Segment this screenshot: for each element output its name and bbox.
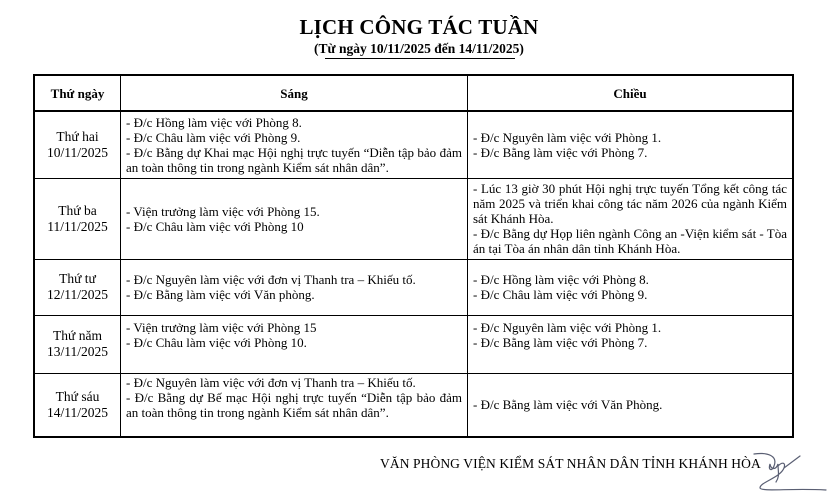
column-header-day: Thứ ngày [34, 75, 121, 111]
schedule-item: - Đ/c Bằng dự Họp liên ngành Công an -Viện kiểm sát - Tòa án tại Tòa án nhân dân tỉnh Khánh Hòa. [473, 226, 787, 256]
schedule-item: - Đ/c Bằng dự Bế mạc Hội nghị trực tuyến “Diễn tập bảo đảm an toàn thông tin trong ngành Kiểm sát nhân dân”. [126, 389, 462, 420]
schedule-item: - Đ/c Nguyên làm việc với đơn vị Thanh tra – Khiếu tố. [126, 272, 416, 287]
schedule-item: - Lúc 13 giờ 30 phút Hội nghị trực tuyến Tổng kết công tác năm 2025 và triển khai công tác năm 2026 của ngành Kiểm sát Khánh Hòa. [473, 181, 787, 226]
weekday: Thứ tư [59, 271, 96, 286]
schedule-item: - Viện trưởng làm việc với Phòng 15 [126, 319, 317, 335]
table-row [34, 373, 793, 437]
schedule-item: - Đ/c Nguyên làm việc với Phòng 1. [473, 129, 662, 145]
schedule-item: - Đ/c Châu làm việc với Phòng 10. [126, 334, 307, 350]
schedule-item: - Đ/c Hồng làm việc với Phòng 8. [126, 114, 302, 130]
day-cell [34, 315, 121, 373]
schedule-item: - Đ/c Châu làm việc với Phòng 10 [126, 218, 304, 234]
afternoon-cell [468, 259, 794, 315]
table-row [34, 178, 793, 259]
schedule-item: - Đ/c Bằng làm việc với Văn phòng. [126, 287, 315, 302]
afternoon-cell [468, 315, 794, 373]
weekly-schedule-table [33, 74, 794, 438]
day-cell [34, 373, 121, 437]
day-cell [34, 111, 121, 178]
table-header-row [34, 75, 793, 111]
schedule-item: - Đ/c Nguyên làm việc với Phòng 1. [473, 319, 662, 335]
column-header-morning: Sáng [121, 75, 468, 111]
page-title: LỊCH CÔNG TÁC TUẦN [299, 15, 539, 39]
schedule-item: - Đ/c Bằng làm việc với Văn Phòng. [473, 397, 663, 413]
issuing-office: VĂN PHÒNG VIỆN KIỂM SÁT NHÂN DÂN TỈNH KHÁNH HÒA [380, 456, 761, 471]
schedule-item: - Đ/c Châu làm việc với Phòng 9. [473, 287, 648, 302]
morning-cell [121, 373, 468, 437]
date: 13/11/2025 [46, 344, 108, 359]
schedule-item: - Đ/c Bằng dự Khai mạc Hội nghị trực tuyến “Diễn tập bảo đảm an toàn thông tin trong ngành Kiểm sát nhân dân”. [126, 144, 462, 175]
weekday: Thứ sáu [55, 388, 100, 404]
date-range-subtitle: (Từ ngày 10/11/2025 đến 14/11/2025) [314, 41, 524, 56]
date: 10/11/2025 [46, 144, 108, 160]
morning-cell [121, 178, 468, 259]
signature-icon [740, 448, 830, 494]
afternoon-cell [468, 178, 794, 259]
morning-cell [121, 111, 468, 178]
table-row [34, 259, 793, 315]
schedule-item: - Đ/c Hồng làm việc với Phòng 8. [473, 272, 649, 287]
day-cell [34, 178, 121, 259]
schedule-item: - Viện trưởng làm việc với Phòng 15. [126, 203, 320, 219]
morning-cell [121, 259, 468, 315]
date: 14/11/2025 [46, 404, 108, 420]
afternoon-cell [468, 111, 794, 178]
schedule-item: - Đ/c Nguyên làm việc với đơn vị Thanh tra – Khiếu tố. [126, 374, 416, 390]
table-row [34, 111, 793, 178]
afternoon-cell [468, 373, 794, 437]
schedule-item: - Đ/c Bằng làm việc với Phòng 7. [473, 334, 648, 350]
morning-cell [121, 315, 468, 373]
column-header-afternoon: Chiều [468, 75, 794, 111]
weekday: Thứ năm [53, 328, 102, 343]
date: 11/11/2025 [47, 218, 108, 234]
schedule-item: - Đ/c Bằng làm việc với Phòng 7. [473, 144, 648, 160]
weekday: Thứ hai [56, 128, 99, 144]
day-cell [34, 259, 121, 315]
date: 12/11/2025 [46, 287, 108, 302]
table-row [34, 315, 793, 373]
subtitle-underline [325, 58, 515, 59]
schedule-item: - Đ/c Châu làm việc với Phòng 9. [126, 129, 301, 145]
weekday: Thứ ba [58, 202, 97, 218]
